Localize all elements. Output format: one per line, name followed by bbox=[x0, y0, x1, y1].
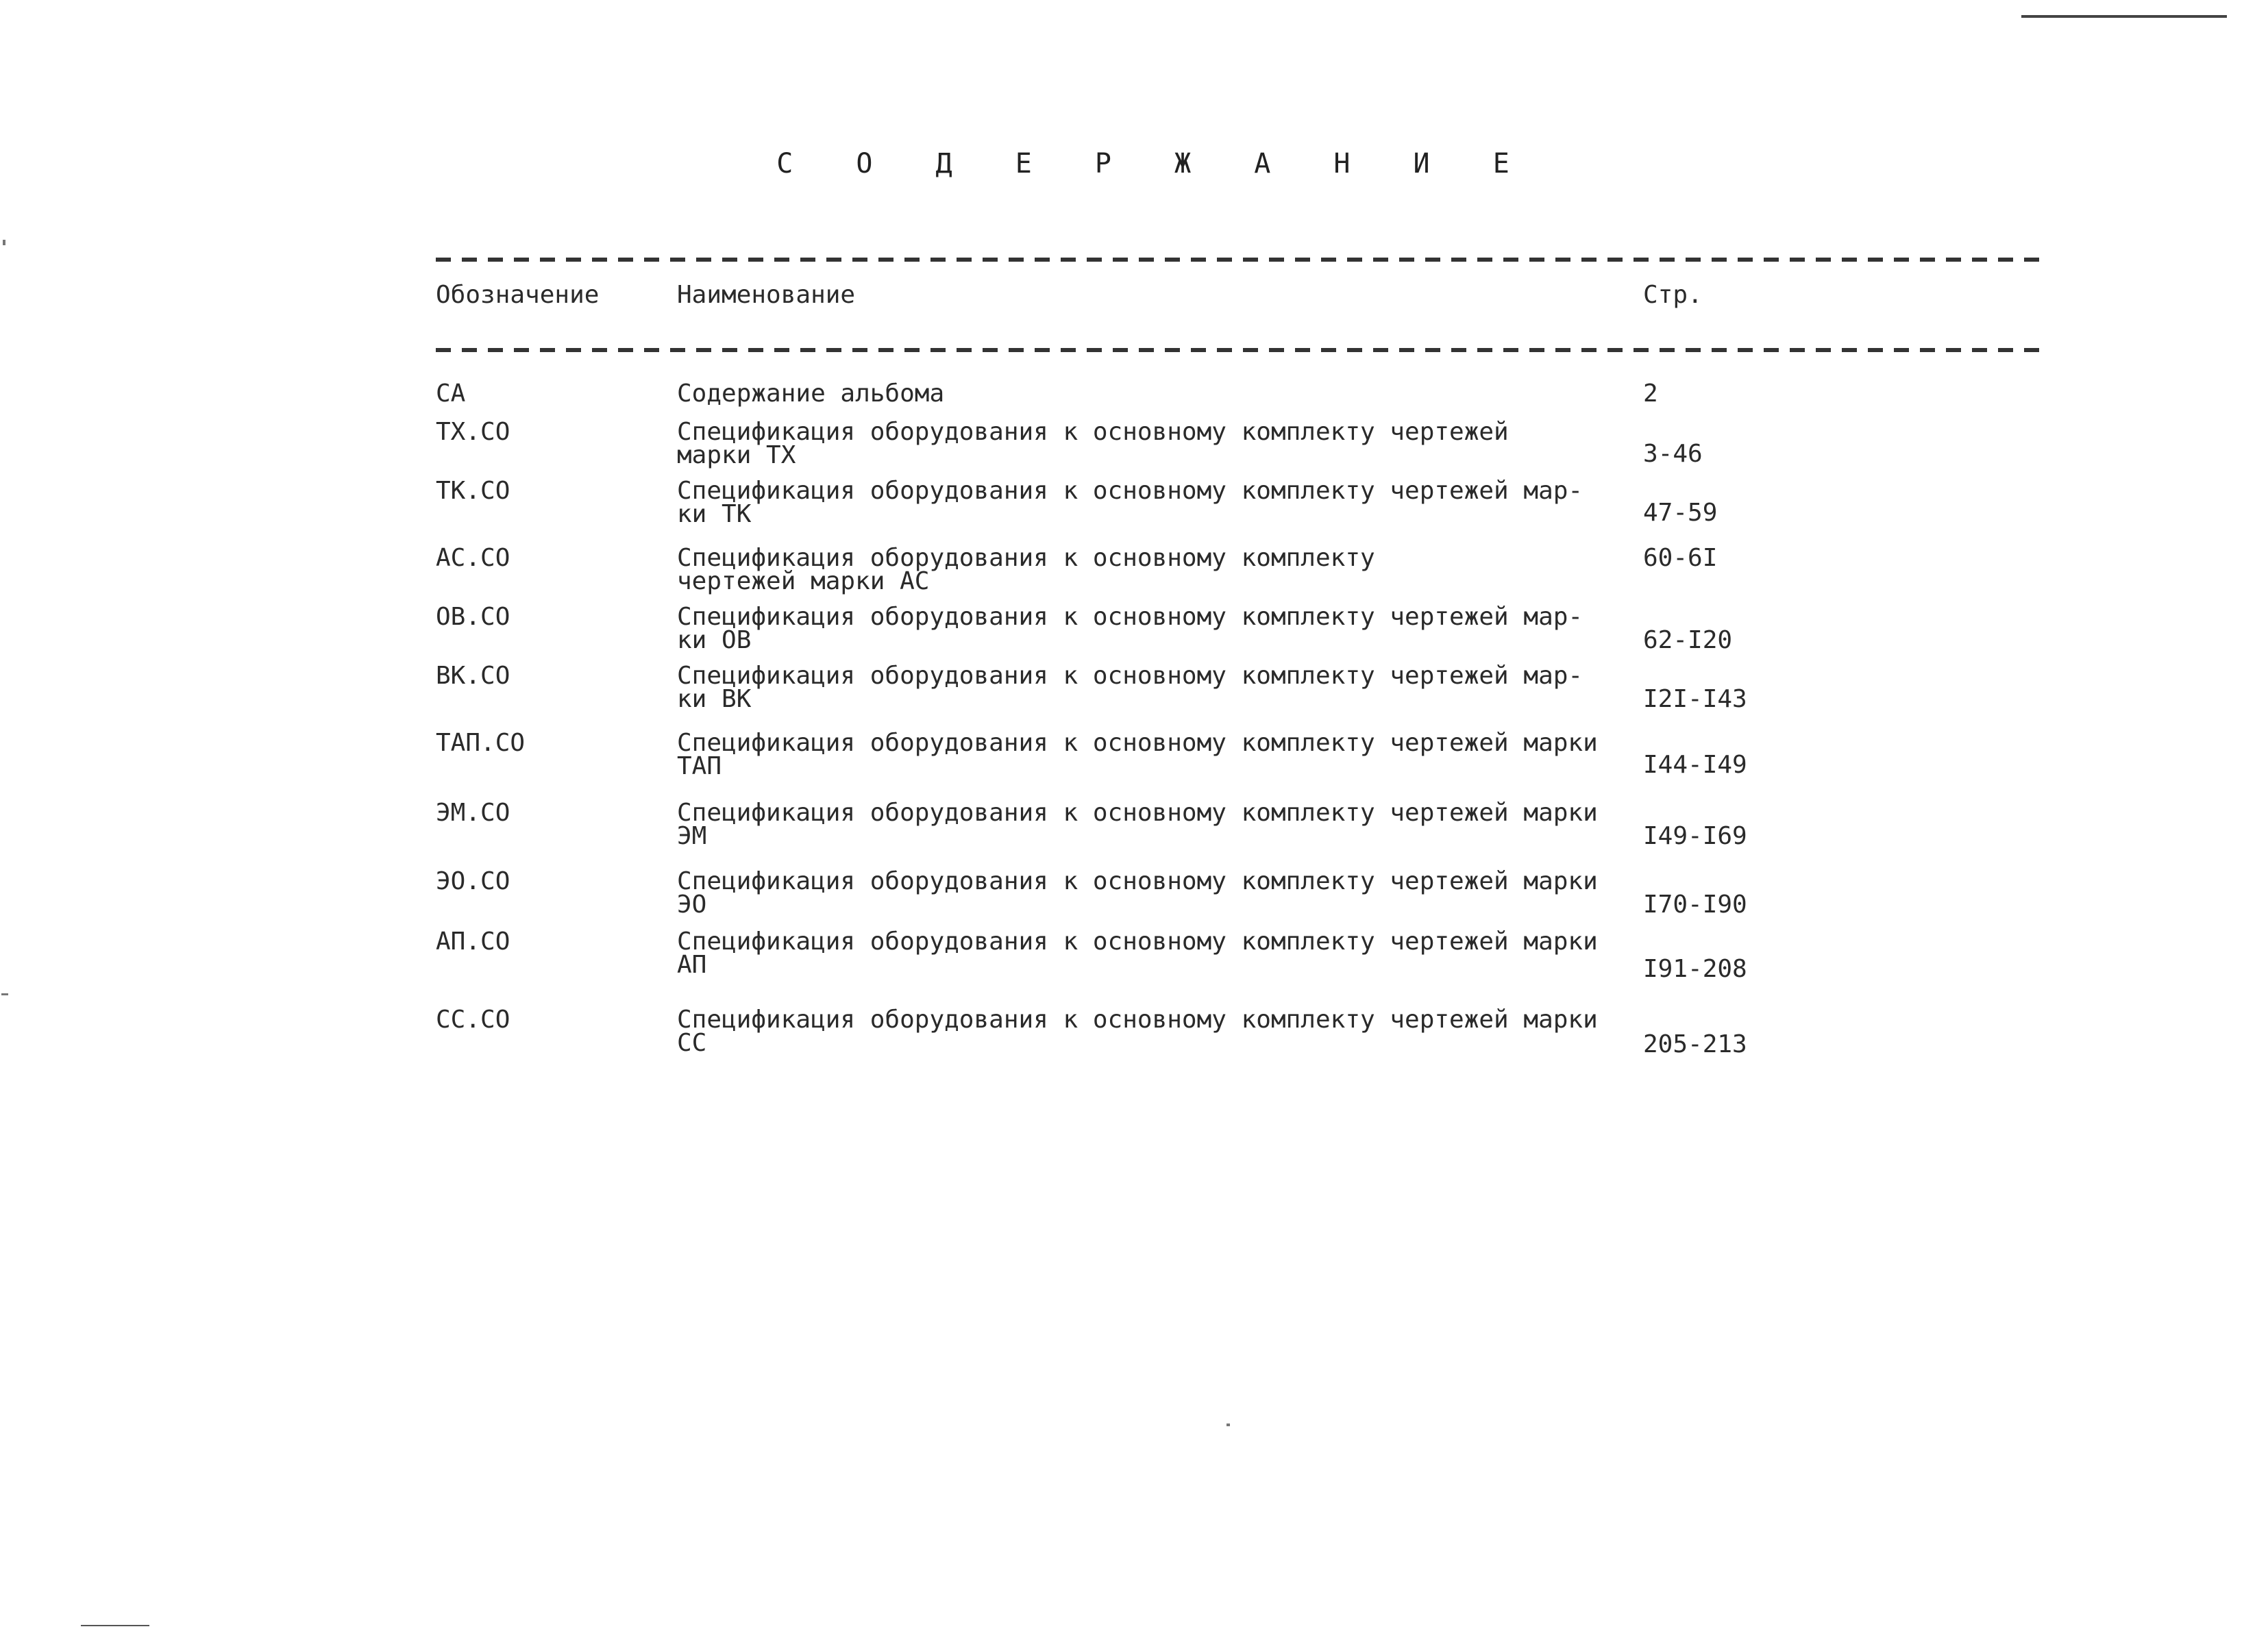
toc-code: АП.СО bbox=[436, 928, 510, 956]
toc-name: Спецификация оборудования к основному комплекту чертежей марки ТХ bbox=[677, 418, 1509, 469]
toc-code: ТК.СО bbox=[436, 477, 510, 505]
toc-page: 3-46 bbox=[1643, 440, 1703, 468]
scan-mark bbox=[3, 240, 5, 245]
toc-page: 205-213 bbox=[1643, 1030, 1747, 1058]
toc-page: 47-59 bbox=[1643, 499, 1718, 527]
header-bottom-divider bbox=[436, 348, 2039, 352]
toc-name: Спецификация оборудования к основному комплекту чертежей мар- ки ТК bbox=[677, 477, 1583, 528]
toc-name: Спецификация оборудования к основному комплекту чертежей марки ЭО bbox=[677, 867, 1598, 919]
toc-code: ОВ.СО bbox=[436, 603, 510, 631]
toc-page: I44-I49 bbox=[1643, 751, 1747, 779]
toc-code: ТАП.СО bbox=[436, 729, 526, 757]
corner-rule bbox=[2021, 15, 2227, 18]
toc-name: Спецификация оборудования к основному комплекту чертежей марки ТАП bbox=[677, 729, 1598, 780]
toc-code: ЭМ.СО bbox=[436, 799, 510, 827]
toc-page: 2 bbox=[1643, 380, 1658, 408]
toc-name: Спецификация оборудования к основному комплекту чертежей марки АП bbox=[677, 928, 1598, 979]
toc-page: I2I-I43 bbox=[1643, 685, 1747, 713]
footer-rule bbox=[81, 1625, 149, 1626]
toc-code: СС.СО bbox=[436, 1006, 510, 1034]
toc-code: ЭО.СО bbox=[436, 867, 510, 895]
toc-code: ТХ.СО bbox=[436, 418, 510, 446]
toc-page: I49-I69 bbox=[1643, 822, 1747, 850]
toc-code: ВК.СО bbox=[436, 662, 510, 690]
toc-page: 62-I20 bbox=[1643, 626, 1733, 654]
toc-page: I70-I90 bbox=[1643, 891, 1747, 919]
toc-name: Спецификация оборудования к основному комплекту чертежей мар- ки ОВ bbox=[677, 603, 1583, 654]
toc-page: 60-6I bbox=[1643, 544, 1718, 572]
toc-name: Спецификация оборудования к основному комплекту чертежей марки ЭМ bbox=[677, 799, 1598, 850]
scan-mark bbox=[1227, 1423, 1230, 1426]
toc-name: Содержание альбома bbox=[677, 380, 945, 408]
column-header-name: Наименование bbox=[677, 281, 856, 309]
column-header-code: Обозначение bbox=[436, 281, 600, 309]
toc-name: Спецификация оборудования к основному комплекту чертежей марки СС bbox=[677, 1006, 1598, 1057]
scan-mark bbox=[1, 993, 8, 995]
toc-code: АС.СО bbox=[436, 544, 510, 572]
header-top-divider bbox=[436, 258, 2039, 262]
page-title: С О Д Е Р Ж А Н И Е bbox=[776, 148, 1533, 179]
column-header-page: Стр. bbox=[1643, 281, 1703, 309]
toc-code: СА bbox=[436, 380, 466, 408]
toc-name: Спецификация оборудования к основному комплекту чертежей мар- ки ВК bbox=[677, 662, 1583, 713]
toc-name: Спецификация оборудования к основному комплекту чертежей марки АС bbox=[677, 544, 1375, 595]
toc-page: I91-208 bbox=[1643, 955, 1747, 983]
